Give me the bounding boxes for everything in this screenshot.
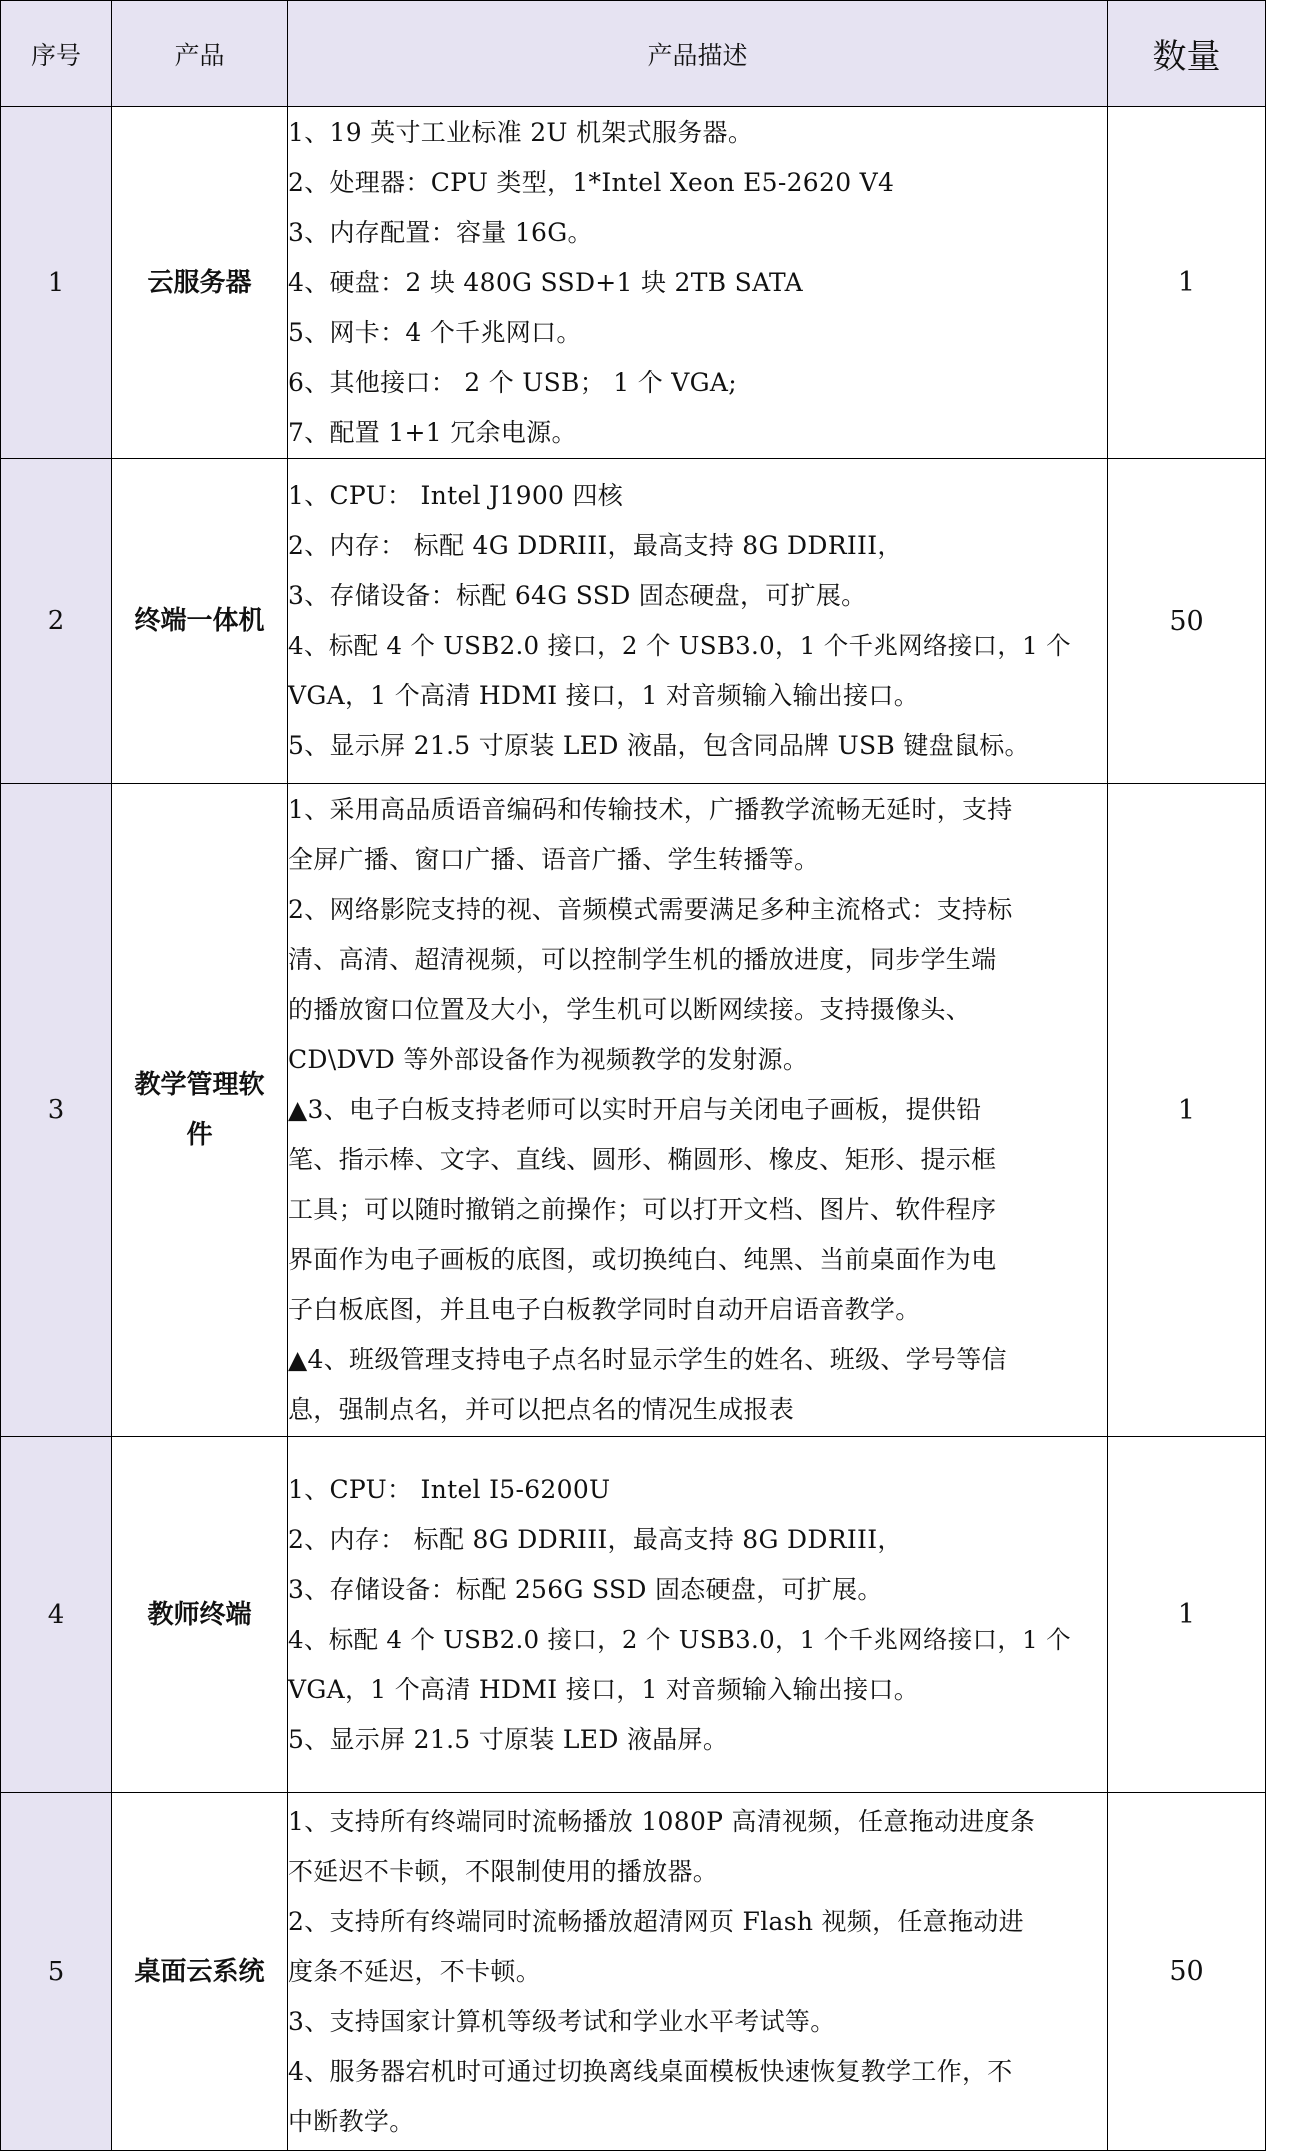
table-row (1, 107, 1266, 459)
description-line: 1、支持所有终端同时流畅播放 1080P 高清视频，任意拖动进度条 (288, 1806, 1036, 1836)
description-line: 1、19 英寸工业标准 2U 机架式服务器。 (288, 117, 754, 147)
description-line: CD\DVD 等外部设备作为视频教学的发射源。 (288, 1045, 809, 1074)
product-description (288, 107, 1108, 459)
description-line: 3、存储设备：标配 64G SSD 固态硬盘，可扩展。 (288, 581, 867, 610)
description-line: 的播放窗口位置及大小，学生机可以断网续接。支持摄像头、 (288, 995, 972, 1024)
quantity: 50 (1108, 459, 1266, 784)
description-line: 6、其他接口： 2 个 USB； 1 个 VGA; (288, 367, 737, 397)
description-line: 1、CPU： Intel I5-6200U (288, 1474, 611, 1504)
product-name (112, 784, 288, 1437)
quantity: 1 (1108, 1437, 1266, 1793)
quantity: 1 (1108, 107, 1266, 459)
description-line: 笔、指示棒、文字、直线、圆形、椭圆形、橡皮、矩形、提示框 (288, 1145, 997, 1174)
description-line: 子白板底图，并且电子白板教学同时自动开启语音教学。 (288, 1295, 921, 1324)
description-line: 清、高清、超清视频，可以控制学生机的播放进度，同步学生端 (288, 945, 997, 974)
description-line: 7、配置 1+1 冗余电源。 (288, 417, 577, 447)
description-line: 3、存储设备：标配 256G SSD 固态硬盘，可扩展。 (288, 1574, 883, 1604)
description-line: 息，强制点名，并可以把点名的情况生成报表 (288, 1395, 795, 1424)
description-line: VGA，1 个高清 HDMI 接口，1 对音频输入输出接口。 (288, 1674, 919, 1704)
product-name: 云服务器 (112, 107, 288, 459)
product-description (288, 459, 1108, 784)
description-line: 1、采用高品质语音编码和传输技术，广播教学流畅无延时，支持 (288, 795, 1013, 824)
description-line: 2、支持所有终端同时流畅播放超清网页 Flash 视频，任意拖动进 (288, 1906, 1024, 1936)
description-line: 中断教学。 (288, 2106, 415, 2136)
table-row (1, 784, 1266, 1437)
product-name: 教师终端 (112, 1437, 288, 1793)
table-row (1, 1793, 1266, 2151)
description-line: 3、内存配置：容量 16G。 (288, 217, 593, 247)
table-header (1, 1, 1266, 107)
description-line: 5、显示屏 21.5 寸原装 LED 液晶，包含同品牌 USB 键盘鼠标。 (288, 731, 1030, 760)
product-description (288, 1437, 1108, 1793)
description-line: 工具；可以随时撤销之前操作；可以打开文档、图片、软件程序 (288, 1195, 997, 1224)
row-number: 2 (1, 459, 112, 784)
product-name-line: 教学管理软 (134, 1070, 265, 1100)
description-line: 3、支持国家计算机等级考试和学业水平考试等。 (288, 2006, 836, 2036)
header-description: 产品描述 (288, 1, 1108, 107)
description-line: 界面作为电子画板的底图，或切换纯白、纯黑、当前桌面作为电 (288, 1245, 997, 1274)
description-line: 4、标配 4 个 USB2.0 接口，2 个 USB3.0，1 个千兆网络接口，1 个 (288, 1624, 1071, 1654)
product-description (288, 1793, 1108, 2151)
description-line: 5、显示屏 21.5 寸原装 LED 液晶屏。 (288, 1724, 729, 1754)
product-name: 桌面云系统 (112, 1793, 288, 2151)
quantity: 50 (1108, 1793, 1266, 2151)
table-row (1, 1437, 1266, 1793)
header-row (1, 1, 1266, 107)
header-product: 产品 (112, 1, 288, 107)
description-line: 2、处理器：CPU 类型，1*Intel Xeon E5-2620 V4 (288, 167, 895, 197)
product-name-line: 件 (186, 1120, 213, 1150)
product-description (288, 784, 1108, 1437)
description-line: 度条不延迟，不卡顿。 (288, 1956, 542, 1986)
row-number: 3 (1, 784, 112, 1437)
row-number: 4 (1, 1437, 112, 1793)
description-line: 5、网卡：4 个千兆网口。 (288, 317, 582, 347)
description-line: 1、CPU： Intel J1900 四核 (288, 481, 624, 510)
header-no: 序号 (1, 1, 112, 107)
row-number: 5 (1, 1793, 112, 2151)
quantity: 1 (1108, 784, 1266, 1437)
description-line: 4、硬盘：2 块 480G SSD+1 块 2TB SATA (288, 267, 804, 297)
table-row (1, 459, 1266, 784)
description-line: 2、内存： 标配 8G DDRIII，最高支持 8G DDRIII， (288, 1524, 903, 1554)
table-body (1, 107, 1266, 2151)
header-quantity: 数量 (1108, 1, 1266, 107)
description-line: 不延迟不卡顿，不限制使用的播放器。 (288, 1856, 719, 1886)
description-line: ▲3、电子白板支持老师可以实时开启与关闭电子画板，提供铅 (288, 1095, 982, 1124)
description-line: 2、内存： 标配 4G DDRIII，最高支持 8G DDRIII， (288, 531, 903, 560)
description-line: 4、服务器宕机时可通过切换离线桌面模板快速恢复教学工作，不 (288, 2056, 1013, 2086)
product-name: 终端一体机 (112, 459, 288, 784)
row-number: 1 (1, 107, 112, 459)
description-line: VGA，1 个高清 HDMI 接口，1 对音频输入输出接口。 (288, 681, 919, 710)
description-line: ▲4、班级管理支持电子点名时显示学生的姓名、班级、学号等信 (288, 1345, 1007, 1374)
description-line: 4、标配 4 个 USB2.0 接口，2 个 USB3.0，1 个千兆网络接口，1 个 (288, 631, 1071, 660)
description-line: 全屏广播、窗口广播、语音广播、学生转播等。 (288, 845, 820, 874)
description-line: 2、网络影院支持的视、音频模式需要满足多种主流格式：支持标 (288, 895, 1013, 924)
